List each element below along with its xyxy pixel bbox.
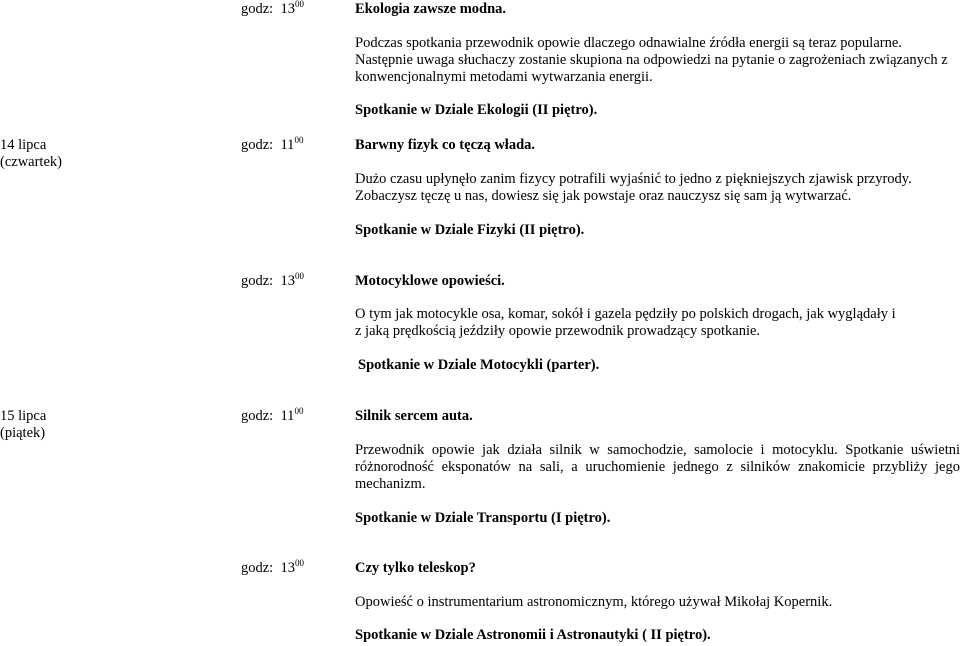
- day-date: 14 lipca: [0, 137, 47, 153]
- time-hour: 13: [280, 1, 295, 17]
- event-title: Ekologia zawsze modna.: [355, 1, 507, 17]
- event-location: Spotkanie w Dziale Transportu (I piętro).: [355, 510, 611, 526]
- day-weekday: (piątek): [0, 425, 46, 441]
- time-minutes: 00: [294, 406, 304, 417]
- description-line: z jaką prędkością jeździły opowie przewodnik prowadzący spotkanie.: [355, 323, 761, 339]
- description-line: Przewodnik opowie jak działa silnik w samochodzie, samolocie i motocyklu. Spotkanie uświetni: [355, 442, 960, 458]
- event-description: [355, 171, 960, 205]
- time-minutes: 00: [294, 271, 304, 282]
- description-line: Zobaczysz tęczę u nas, dowiesz się jak powstaje oraz nauczysz się sam ją wytwarzać.: [355, 188, 852, 204]
- time-minutes: 00: [294, 135, 304, 146]
- description-line: Następnie uwaga słuchaczy zostanie skupiona na odpowiedzi na pytanie o zagrożeniach związanych z: [355, 52, 948, 68]
- time-minutes: 00: [294, 0, 304, 10]
- time-label: godz:: [241, 273, 274, 289]
- event-time: [241, 273, 304, 290]
- event-description: [355, 594, 960, 611]
- event-title: Silnik sercem auta.: [355, 408, 473, 424]
- event-location: Spotkanie w Dziale Ekologii (II piętro).: [355, 102, 598, 118]
- event-location: Spotkanie w Dziale Motocykli (parter).: [358, 357, 600, 373]
- description-line: konwencjonalnymi metodami wytwarzania energii.: [355, 69, 653, 85]
- event-description: [355, 35, 960, 86]
- event-time: [241, 137, 303, 154]
- event-time: [241, 560, 304, 577]
- time-label: godz:: [241, 137, 274, 153]
- description-line: Podczas spotkania przewodnik opowie dlaczego odnawialne źródła energii są teraz popularne.: [355, 35, 902, 51]
- time-hour: 13: [280, 560, 295, 576]
- day-weekday: (czwartek): [0, 154, 62, 170]
- time-hour: 11: [280, 137, 295, 153]
- time-hour: 13: [280, 273, 295, 289]
- event-location: Spotkanie w Dziale Astronomii i Astronautyki ( II piętro).: [355, 627, 711, 643]
- day-date: 15 lipca: [0, 408, 47, 424]
- event-title: Barwny fizyk co tęczą włada.: [355, 137, 536, 153]
- description-line: O tym jak motocykle osa, komar, sokół i gazela pędziły po polskich drogach, jak wyglądały i: [355, 306, 896, 322]
- time-label: godz:: [241, 1, 274, 17]
- description-line: Opowieść o instrumentarium astronomicznym, którego używał Mikołaj Kopernik.: [355, 594, 833, 610]
- event-description: [355, 442, 960, 493]
- event-time: [241, 408, 303, 425]
- time-label: godz:: [241, 408, 274, 424]
- description-line: mechanizm.: [355, 476, 426, 492]
- event-time: [241, 1, 304, 18]
- event-title: Czy tylko teleskop?: [355, 560, 476, 576]
- time-hour: 11: [280, 408, 295, 424]
- description-line: Dużo czasu upłynęło zanim fizycy potrafili wyjaśnić to jedno z piękniejszych zjawisk przyrody.: [355, 171, 912, 187]
- time-label: godz:: [241, 560, 274, 576]
- event-title: Motocyklowe opowieści.: [355, 273, 505, 289]
- event-description: [355, 306, 960, 340]
- time-minutes: 00: [294, 558, 304, 569]
- event-location: Spotkanie w Dziale Fizyki (II piętro).: [355, 222, 585, 238]
- description-line: różnorodność eksponatów na sali, a uruchomienie jednego z silników znakomicie przybliży jego: [355, 459, 960, 475]
